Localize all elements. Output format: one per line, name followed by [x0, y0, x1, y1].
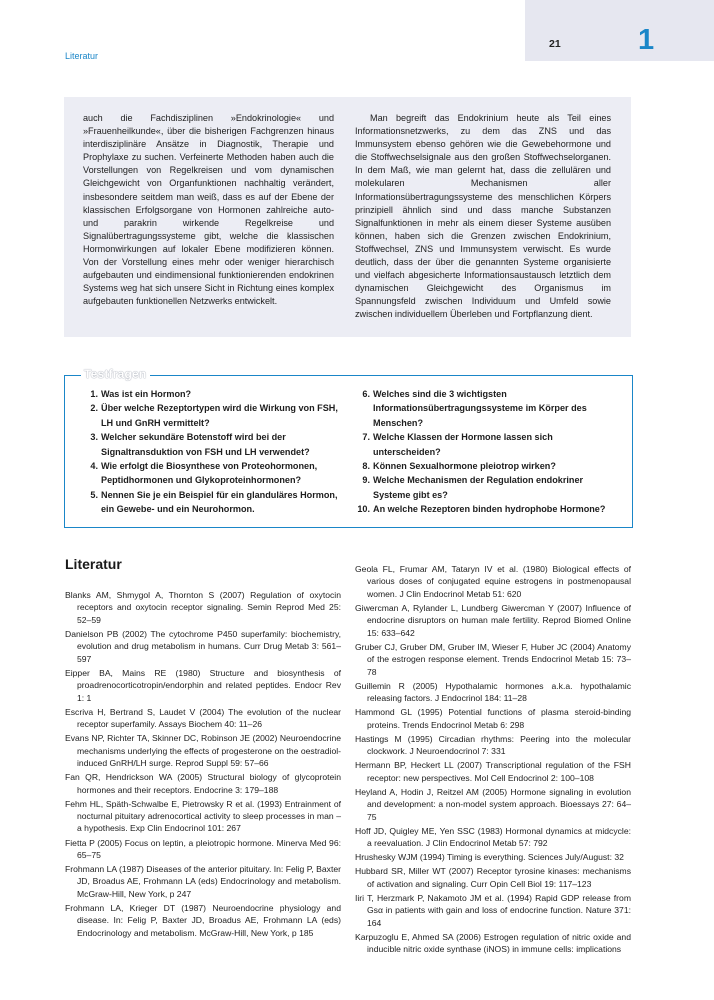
question-text: Welche Mechanismen der Regulation endokriner Systeme gibt es?	[373, 475, 584, 500]
question-number: 5.	[90, 489, 98, 500]
reference-item: Hermann BP, Heckert LL (2007) Transcriptional regulation of the FSH receptor: new perspectives. Mol Cell Endocrinol 2: 100–108	[355, 760, 631, 783]
reference-item: Eipper BA, Mains RE (1980) Structure and biosynthesis of proadrenocorticotropin/endorphin and related peptides. Endocr Rev 1: 1	[65, 667, 341, 703]
reference-item: Guillemin R (2005) Hypothalamic hormones a.k.a. hypothalamic releasing factors. J Endocrinol 184: 11–28	[355, 680, 631, 704]
page-number: 21	[549, 38, 561, 50]
intro-left-column	[83, 112, 334, 308]
question-number: 4.	[90, 461, 98, 472]
testfragen-border-right	[150, 375, 632, 376]
question-item	[360, 459, 615, 473]
intro-right-column	[355, 112, 611, 322]
reference-item: Heyland A, Hodin J, Reitzel AM (2005) Hormone signaling in evolution and development: a non-model system approach. Bioessays 27: 64–75	[355, 786, 631, 822]
literatur-heading: Literatur	[65, 556, 122, 572]
question-item	[88, 430, 338, 459]
question-item	[360, 387, 615, 430]
reference-item: Hoff JD, Quigley ME, Yen SSC (1983) Hormonal dynamics at midcycle: a reevaluation. J Clin Endocrinol Metab 57: 792	[355, 825, 631, 849]
question-item	[88, 459, 338, 488]
reference-item: Hammond GL (1995) Potential functions of plasma steroid-binding proteins. Trends Endocrinol Metab 6: 298	[355, 707, 631, 730]
question-number: 3.	[90, 432, 98, 443]
reference-item: Iiri T, Herzmark P, Nakamoto JM et al. (1994) Rapid GDP release from Gsα in patients with gain and loss of endocrine function. Nature 371: 164	[355, 892, 631, 928]
question-text: Welcher sekundäre Botenstoff wird bei der Signaltransduktion von FSH und LH verwendet?	[101, 432, 310, 457]
testfragen-title: Testfragen	[81, 367, 149, 381]
reference-item: Frohmann LA (1987) Diseases of the anterior pituitary. In: Felig P, Baxter JD, Broadus AE, Frohmann LA (eds) Endocrinology and metabolism. McGraw-Hill, New York, p 247	[65, 864, 341, 899]
question-number: 10.	[357, 504, 370, 515]
question-number: 1.	[90, 389, 98, 399]
testfragen-border-left	[64, 375, 82, 376]
reference-item: Karpuzoglu E, Ahmed SA (2006) Estrogen regulation of nitric oxide and inducible nitric oxide synthase (iNOS) in immune cells: implications	[355, 931, 631, 955]
question-item	[88, 387, 338, 401]
intro-left-paragraph: auch die Fachdisziplinen »Endokrinologie« und »Frauenheilkunde«, über die bisherigen Fachgrenzen hinaus interdisziplinäre Ansätze in Diagnostik, Therapie und Prophylaxe zu suchen. Verfeinerte Methoden haben auch die Vorstellungen von Regelkreisen und vom dynamischen Gleichgewicht von Organfunktionen nachhaltig verändert, insbesondere seitdem man weiß, dass es auf der Ebene der klassischen Erfolgsorgane von Hormonen zahlreiche auto- und parakrin wirkende Regelkreise und Signalübertragungssysteme gibt, welche die klassischen Hormonwirkungen auf lokaler Ebene modifizieren können. Von der Vorstellung eines mehr oder weniger hierarchisch aufgebauten und eindimensional funktionierenden endokrinen Systems weg hat sich unsere Sicht in Richtung eines komplex aufgebauten funktionellen Netzwerks entwickelt.	[83, 113, 334, 307]
question-text: Über welche Rezeptortypen wird die Wirkung von FSH, LH und GnRH vermittelt?	[101, 403, 338, 428]
reference-item: Escriva H, Bertrand S, Laudet V (2004) The evolution of the nuclear receptor superfamily. Assays Biochem 40: 11–26	[65, 706, 341, 730]
reference-item: Gruber CJ, Gruber DM, Gruber IM, Wieser F, Huber JC (2004) Anatomy of the estrogen response element. Trends Endocrinol Metab 15: 73–78	[355, 641, 631, 677]
question-number: 9.	[362, 475, 370, 486]
question-text: An welche Rezeptoren binden hydrophobe Hormone?	[373, 504, 606, 515]
question-text: Welches sind die 3 wichtigsten Informationsübertragungssysteme im Körper des Menschen?	[373, 389, 587, 428]
reference-item: Geola FL, Frumar AM, Tataryn IV et al. (1980) Biological effects of various doses of conjugated equine estrogens in postmenopausal women. J Clin Endocrinol Metab 51: 620	[355, 564, 631, 599]
question-item	[357, 502, 615, 516]
question-list-right	[357, 387, 615, 517]
question-number: 6.	[362, 389, 370, 399]
question-text: Was ist ein Hormon?	[101, 389, 192, 399]
reference-list-right	[355, 563, 631, 957]
question-text: Nennen Sie je ein Beispiel für ein glanduläres Hormon, ein Gewebe- und ein Neurohormon.	[101, 489, 338, 515]
reference-item: Fan QR, Hendrickson WA (2005) Structural biology of glycoprotein hormones and their receptors. Endocrine 3: 179–188	[65, 772, 341, 795]
question-item	[88, 488, 338, 517]
reference-item: Hubbard SR, Miller WT (2007) Receptor tyrosine kinases: mechanisms of activation and signaling. Curr Opin Cell Biol 19: 117–123	[355, 866, 631, 889]
question-list-left	[88, 387, 338, 517]
question-item	[88, 401, 338, 430]
chapter-number: 1	[638, 24, 655, 56]
question-item	[360, 430, 615, 459]
question-number: 7.	[362, 432, 370, 443]
reference-item: Blanks AM, Shmygol A, Thornton S (2007) Regulation of oxytocin receptors and oxytocin receptor signaling. Semin Reprod Med 25: 52–59	[65, 590, 341, 625]
reference-list-left	[65, 589, 341, 941]
reference-item: Evans NP, Richter TA, Skinner DC, Robinson JE (2002) Neuroendocrine mechanisms underlying the effects of progesterone on the oestradiol-induced GnRH/LH surge. Reprod Suppl 59: 57–66	[65, 733, 341, 769]
reference-item: Hastings M (1995) Circadian rhythms: Peering into the molecular clockwork. J Neuroendocrinol 7: 331	[355, 733, 631, 757]
intro-right-paragraph: Man begreift das Endokrinium heute als Teil eines Informationsnetzwerks, zu dem das ZNS und das Immunsystem ebenso gehören wie die Gewebehormone und die Stoffwechselsignale aus den großen Stoffwechselorganen. In dem Maß, wie man gelernt hat, dass die zellulären und molekularen Mechanismen aller Informationsübertragungssysteme des menschlichen Körpers prinzipiell ähnlich sind und dass manche Substanzen Signalfunktionen in mehr als einem dieser Systeme ausüben können, haben sich die Grenzen zwischen Endokrinium, Stoffwechsel, ZNS und Immunsystem verwischt. Es wurde deutlich, dass der über die genannten Systeme organisierte und vielfach abgesicherte Informationsaustausch letztlich dem dynamischen Gleichgewicht des Organismus im Spannungsfeld zwischen Individuum und Umfeld sowie zwischen individuellem Überleben und Fortpflanzung dient.	[355, 113, 611, 320]
question-text: Welche Klassen der Hormone lassen sich unterscheiden?	[373, 432, 553, 457]
reference-item: Frohmann LA, Krieger DT (1987) Neuroendocrine physiology and disease. In: Felig P, Baxter JD, Broadus AE, Frohmann LA (eds) Endocrinology and metabolism. McGraw-Hill, New York, p 185	[65, 902, 341, 938]
reference-item: Hrushesky WJM (1994) Timing is everything. Sciences July/August: 32	[355, 852, 624, 863]
chapter-tab	[525, 0, 714, 61]
reference-item: Fietta P (2005) Focus on leptin, a pleiotropic hormone. Minerva Med 96: 65–75	[65, 837, 341, 860]
question-number: 2.	[90, 403, 98, 414]
question-number: 8.	[362, 461, 370, 472]
running-head: Literatur	[65, 51, 99, 61]
question-text: Wie erfolgt die Biosynthese von Proteohormonen, Peptidhormonen und Glykoproteinhormonen?	[101, 461, 318, 486]
reference-item: Giwercman A, Rylander L, Lundberg Giwercman Y (2007) Influence of endocrine disruptors on human male fertility. Reprod Biomed Online 15: 633–642	[355, 602, 631, 638]
question-item	[360, 473, 615, 502]
reference-item: Fehm HL, Späth-Schwalbe E, Pietrowsky R et al. (1993) Entrainment of nocturnal pituitary adrenocortical activity to sleep processes in man – a hypothesis. Exp Clin Endocrinol 101: 267	[65, 798, 341, 834]
reference-item: Danielson PB (2002) The cytochrome P450 superfamily: biochemistry, evolution and drug metabolism in humans. Curr Drug Metab 3: 561–597	[65, 628, 341, 664]
question-text: Können Sexualhormone pleiotrop wirken?	[373, 461, 556, 472]
